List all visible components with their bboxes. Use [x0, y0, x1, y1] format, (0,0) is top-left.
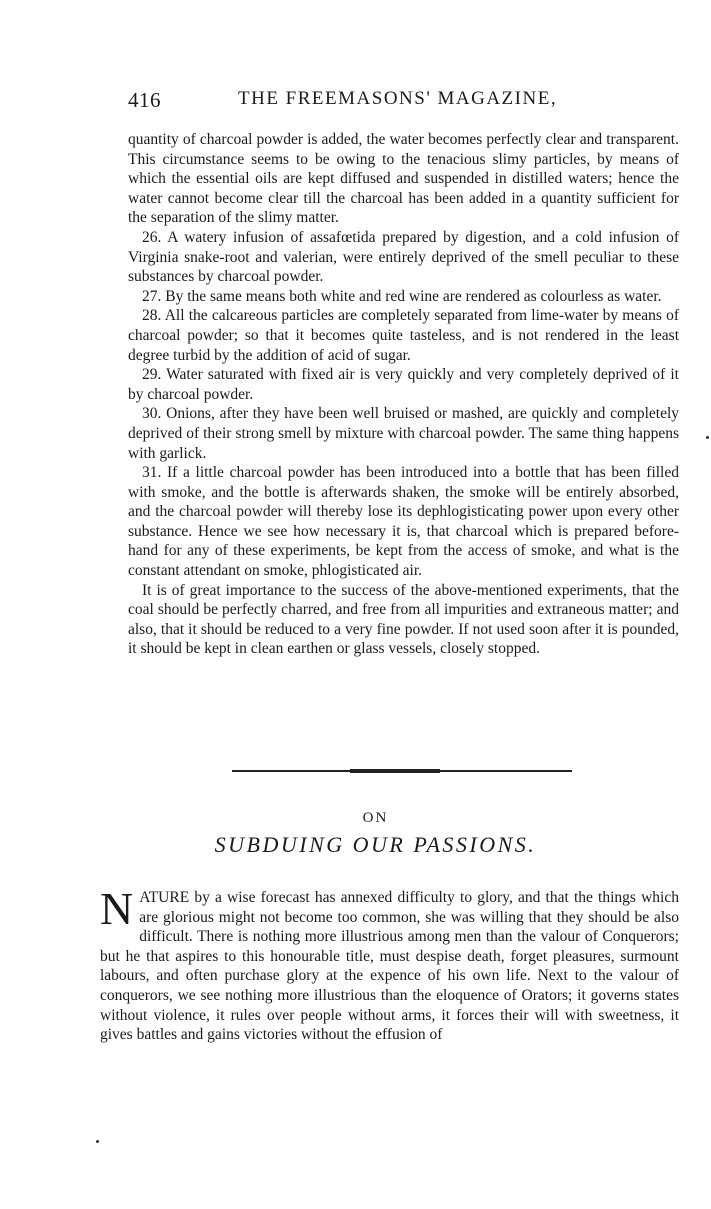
paragraph-29: 29. Water saturated with fixed air is very quickly and very completely deprived of it by charcoal powder. — [128, 366, 679, 403]
essay-body — [100, 883, 679, 1045]
drop-cap: N — [100, 883, 134, 934]
margin-speck — [706, 436, 709, 439]
section-title: SUBDUING OUR PASSIONS. — [214, 832, 537, 857]
section-divider-ornament — [350, 769, 440, 773]
article-continuation — [128, 130, 679, 659]
paragraph-26: 26. A watery infusion of assafœtida prepared by digestion, and a cold infusion of Virginia snake-root and valerian, were entirely deprived of the smell peculiar to these substances by charcoal powder. — [128, 228, 679, 286]
paragraph-31: 31. If a little charcoal powder has been introduced into a bottle that has been filled with smoke, and the bottle is afterwards shaken, the smoke will be entirely absorbed, and the charcoal powder will thereby lose its dephlogisticating power upon every other substance. Hence we see how necessary it is, that charcoal which is prepared before-hand for any of these experiments, be kept from the access of smoke, and what is the constant attendant on smoke, phlogisticated air. — [128, 464, 679, 580]
page-number: 416 — [128, 88, 161, 112]
paragraph-27: 27. By the same means both white and red wine are rendered as colourless as water. — [142, 287, 662, 305]
paragraph-continuation: quantity of charcoal powder is added, the water becomes perfectly clear and transparent. This circumstance seems to be owing to the tenacious slimy particles, by means of which the essential oils are kept diffused and suspended in distilled waters; hence the water cannot become clear till the charcoal has been added in a quantity sufficient for the separation of the slimy matter. — [128, 131, 679, 227]
section-kicker: ON — [362, 810, 389, 826]
essay-text: ATURE by a wise forecast has annexed difficulty to glory, and that the things which are glorious might not become too common, she was willing that they should be also difficult. There is nothing more illustrious among men than the valour of Conquerors; but he that aspires to this honourable title, must despise death, forget pleasures, surmount labours, and often purchase glory at the expence of his own life. Next to the valour of conquerors, we see nothing more illustrious than the eloquence of Orators; it governs states without violence, it rules over people without arms, it forces their will with sweetness, it gives battles and gains victories without the effusion of — [100, 889, 679, 1044]
margin-speck — [96, 1140, 99, 1143]
paragraph-30: 30. Onions, after they have been well bruised or mashed, are quickly and completely deprived of their strong smell by mixture with charcoal powder. The same thing happens with garlick. — [128, 405, 679, 462]
paragraph-conclusion: It is of great importance to the success of the above-mentioned experiments, that the coal should be perfectly charred, and free from all impurities and extraneous matter; and also, that it should be reduced to a very fine powder. If not used soon after it is pounded, it should be kept in clean earthen or glass vessels, closely stopped. — [128, 581, 679, 658]
running-head — [128, 88, 684, 118]
journal-title: THE FREEMASONS' MAGAZINE, — [238, 88, 558, 109]
paragraph-28: 28. All the calcareous particles are completely separated from lime-water by means of charcoal powder; so that it becomes quite tasteless, and is not rendered in the least degree turbid by the addition of acid of sugar. — [128, 307, 679, 364]
